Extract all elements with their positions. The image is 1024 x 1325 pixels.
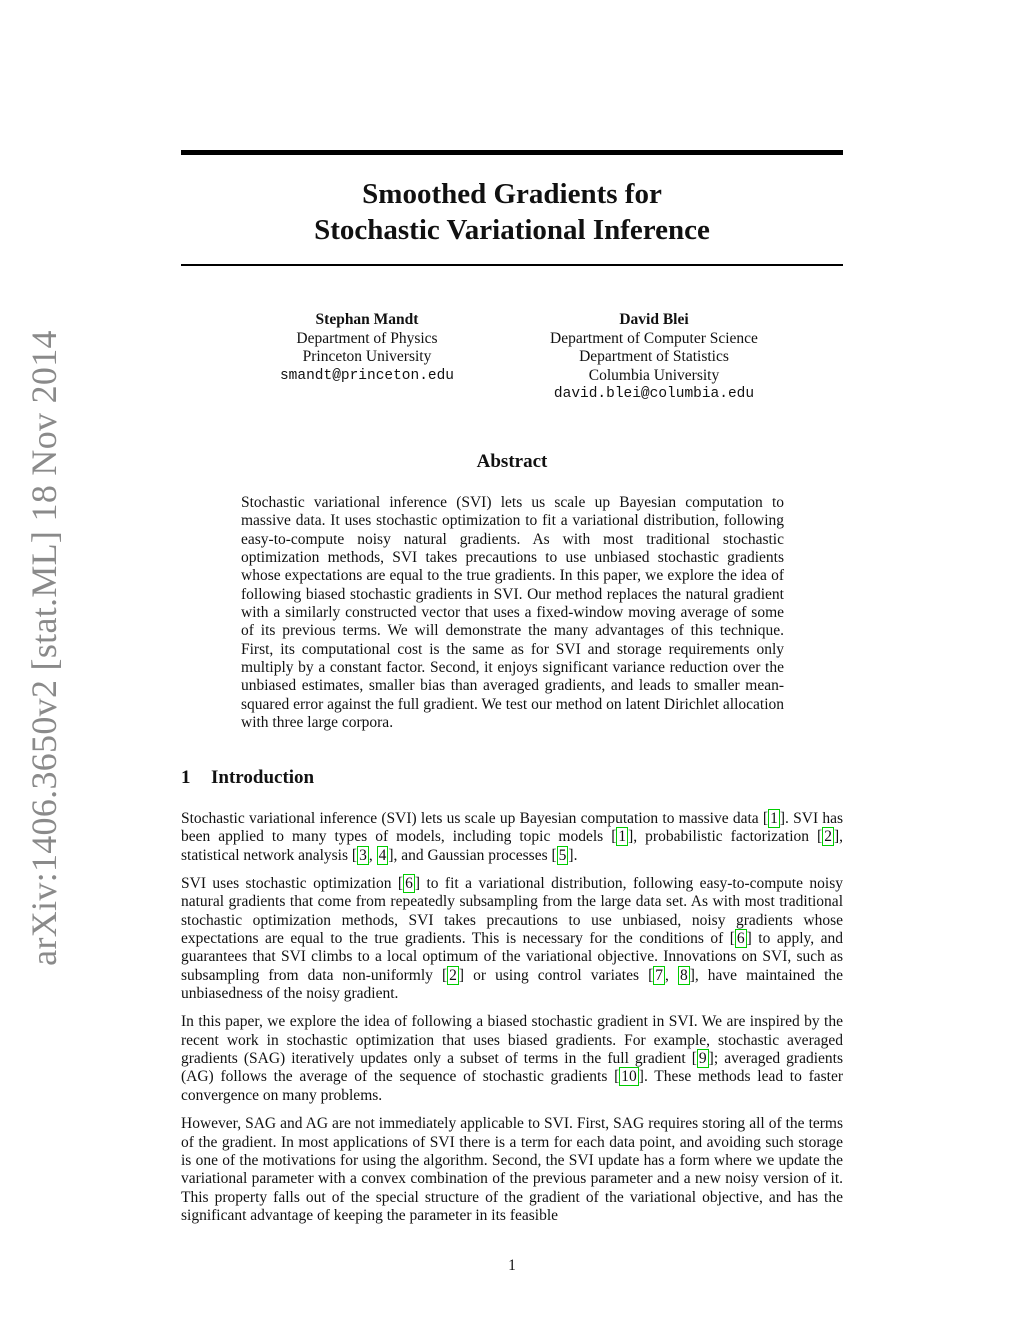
author-block-blei	[504, 311, 804, 404]
body-paragraph: SVI uses stochastic optimization [ 6 ] to fit a variational distribution, following easy-to-compute noisy natural gradients that come from repeatedly subsampling from the large data set. As with most traditional stochastic optimization methods, SVI takes precautions to use unbiased, noisy gradients whose expectations are equal to the true gradients. This is necessary for the conditions of [ 6 ] to apply, and guarantees that SVI climbs to a local optimum of the variational objective. Innovations on SVI, such as subsampling from data non-uniformly [ 2 ] or using control variates [ 7 , 8 ], have maintained the unbiasedness of the noisy gradient.	[181, 875, 844, 1003]
author-block-mandt	[217, 311, 517, 385]
arxiv-identifier-stamp: arXiv:1406.3650v2 [stat.ML] 18 Nov 2014	[24, 330, 64, 966]
citation-link[interactable]: 6	[736, 930, 745, 948]
citation-link[interactable]: 10	[621, 1068, 637, 1086]
author-affiliation: Department of Physics	[296, 329, 438, 347]
citation-link[interactable]: 7	[655, 966, 663, 984]
body-paragraph: However, SAG and AG are not immediately applicable to SVI. First, SAG requires storing all of the terms of the gradient. In most applications of SVI there is a term for each data point, and avoiding such storage is one of the motivations for using the algorithm. Second, the SVI update has a form where we update the variational parameter with a convex combination of the previous parameter and a new noisy version of it. This property falls out of the special structure of the gradient of the variational objective, and has the significant advantage of keeping the parameter in its feasible	[181, 1115, 843, 1224]
citation-link[interactable]: 1	[770, 810, 778, 827]
abstract-text: Stochastic variational inference (SVI) lets us scale up Bayesian computation to massive data. It uses stochastic optimization to fit a variational distribution, following easy-to-compute noisy natural gradients. As with most traditional stochastic optimization methods, SVI takes precautions to use unbiased stochastic gradients whose expectations are equal to the true gradients. In this paper, we explore the idea of following biased stochastic gradients in SVI. Our method replaces the natural gradient with a similarly constructed vector that uses a fixed-window moving average of some of its previous terms. We will demonstrate the many advantages of this technique. First, its computational cost is the same as for SVI and storage requirements only multiply by a constant factor. Second, it enjoys significant variance reduction over the unbiased estimates, smaller bias than averaged gradients, and leads to smaller mean-squared error against the full gradient. We test our method on latent Dirichlet allocation with three large corpora.	[241, 494, 784, 732]
citation-link[interactable]: 4	[378, 846, 387, 864]
author-affiliation: Princeton University	[302, 348, 432, 365]
paper-title-line-1: Smoothed Gradients for	[362, 178, 662, 210]
citation-link[interactable]: 2	[449, 966, 457, 984]
author-affiliation: Columbia University	[588, 366, 720, 384]
citation-link[interactable]: 5	[558, 846, 567, 864]
author-name: Stephan Mandt	[315, 311, 419, 328]
author-email[interactable]: david.blei@columbia.edu	[553, 386, 755, 402]
introduction-body	[181, 810, 843, 1235]
citation-link[interactable]: 8	[679, 966, 688, 984]
author-name: David Blei	[619, 311, 689, 328]
title-bottom-rule	[181, 264, 843, 266]
citation-link[interactable]: 1	[618, 828, 627, 846]
section-title: Introduction	[211, 767, 315, 788]
citation-link[interactable]: 3	[359, 846, 367, 864]
author-email[interactable]: smandt@princeton.edu	[279, 367, 455, 384]
title-top-rule	[181, 150, 843, 155]
section-number: 1	[181, 767, 191, 788]
author-affiliation: Department of Computer Science	[550, 329, 758, 347]
section-heading-introduction	[181, 767, 314, 789]
citation-link[interactable]: 2	[824, 828, 832, 846]
author-affiliation: Department of Statistics	[579, 348, 729, 365]
paper-title-line-2: Stochastic Variational Inference	[314, 214, 710, 246]
abstract-heading: Abstract	[476, 451, 548, 472]
body-paragraph: Stochastic variational inference (SVI) lets us scale up Bayesian computation to massive data [ 1 ]. SVI has been applied to many types of models, including topic models [ 1 ], probabilistic factorization [ 2 ], statistical network analysis [ 3 , 4 ], and Gaussian processes [ 5 ].	[181, 810, 844, 864]
page-number: 1	[508, 1257, 516, 1274]
paper-title	[181, 176, 843, 248]
citation-link[interactable]: 6	[405, 875, 413, 893]
citation-link[interactable]: 9	[698, 1050, 707, 1068]
body-paragraph: In this paper, we explore the idea of following a biased stochastic gradient in SVI. We are inspired by the recent work in stochastic optimization that uses biased gradients. For example, stochastic averaged gradients (SAG) iteratively updates only a subset of terms in the full gradient [ 9 ]; averaged gradients (AG) follows the average of the sequence of stochastic gradients [ 10 ]. These methods lead to faster convergence on many problems.	[181, 1013, 844, 1104]
